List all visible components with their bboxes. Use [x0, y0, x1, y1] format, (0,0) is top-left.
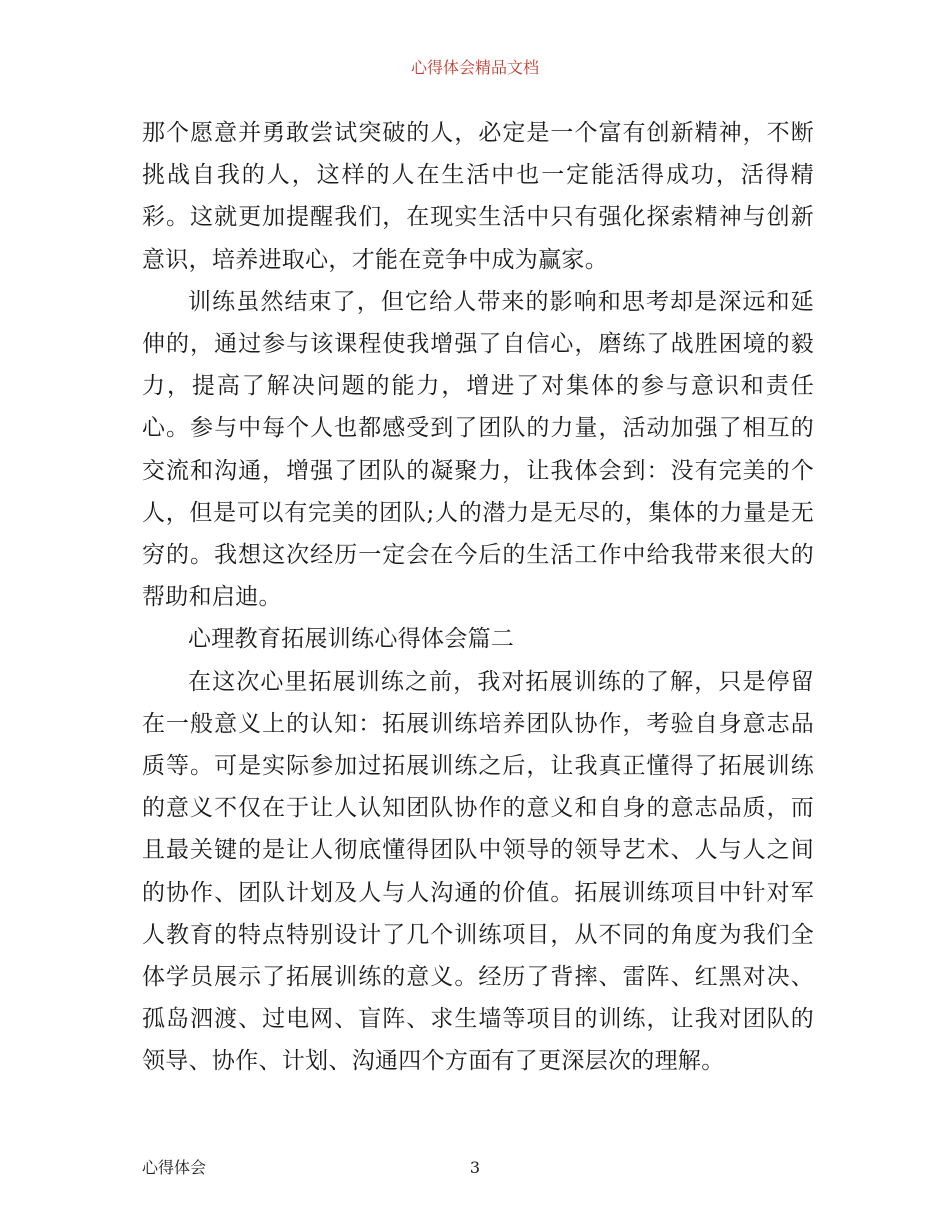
page-header-title: 心得体会精品文档	[410, 58, 539, 77]
section-heading: 心理教育拓展训练心得体会篇二	[188, 626, 515, 653]
page-number: 3	[469, 1158, 481, 1177]
paragraph-training-experience: 在这次心里拓展训练之前，我对拓展训练的了解，只是停留在一般意义上的认知：拓展训练培养团队协作，考验自身意志品质等。可是实际参加过拓展训练之后，让我真正懂得了拓展训练的意义不仅在于让人认知团队协作的意义和自身的意志品质，而且最关键的是让人彻底懂得团队中领导的领导艺术、人与人之间的协作、团队计划及人与人沟通的价值。拓展训练项目中针对军人教育的特点特别设计了几个训练项目，从不同的角度为我们全体学员展示了拓展训练的意义。经历了背摔、雷阵、红黑对决、孤岛泗渡、过电网、盲阵、求生墙等项目的训练，让我对团队的领导、协作、计划、沟通四个方面有了更深层次的理解。	[142, 668, 814, 1075]
footer-label: 心得体会	[142, 1158, 207, 1177]
document-body	[142, 112, 814, 1083]
paragraph-training-reflection: 训练虽然结束了，但它给人带来的影响和思考却是深远和延伸的，通过参与该课程使我增强了自信心，磨练了战胜困境的毅力，提高了解决问题的能力，增进了对集体的参与意识和责任心。参与中每个人也都感受到了团队的力量，活动加强了相互的交流和沟通，增强了团队的凝聚力，让我体会到：没有完美的个人，但是可以有完美的团队;人的潜力是无尽的，集体的力量是无穷的。我想这次经历一定会在今后的生活工作中给我带来很大的帮助和启迪。	[142, 288, 814, 611]
paragraph-continuation: 那个愿意并勇敢尝试突破的人，必定是一个富有创新精神，不断挑战自我的人，这样的人在生活中也一定能活得成功，活得精彩。这就更加提醒我们，在现实生活中只有强化探索精神与创新意识，培养进取心，才能在竞争中成为赢家。	[142, 120, 814, 273]
